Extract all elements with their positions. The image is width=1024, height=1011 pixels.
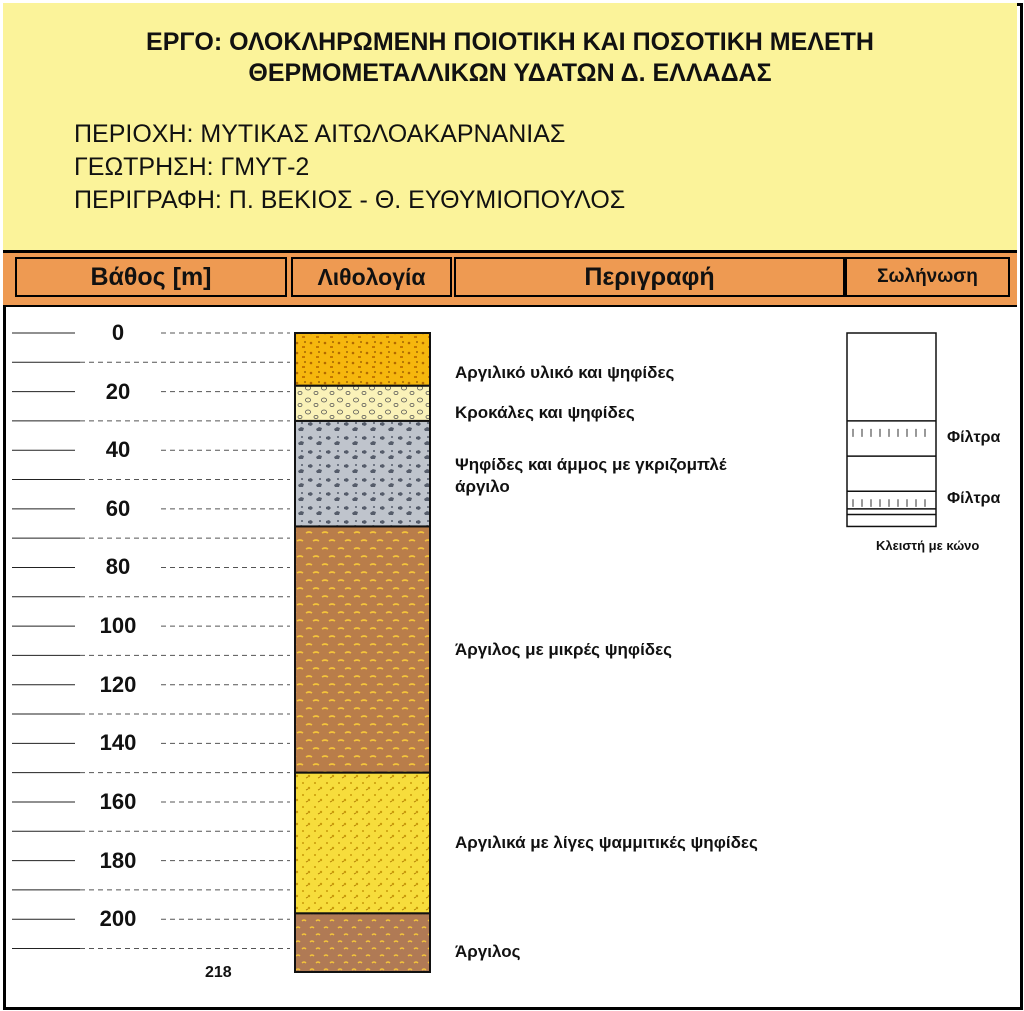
lithology-layer [295,913,430,972]
depth-label: 20 [75,379,161,405]
project-title-line2: ΘΕΡΜΟΜΕΤΑΛΛΙΚΩΝ ΥΔΑΤΩΝ Δ. ΕΛΛΑΔΑΣ [248,59,772,87]
lithology-layer [295,421,430,527]
layer-description: Κροκάλες και ψηφίδες [455,403,635,423]
description-info: ΠΕΡΙΓΡΑΦΗ: Π. ΒΕΚΙΟΣ - Θ. ΕΥΘΥΜΙΟΠΟΥΛΟΣ [74,186,626,214]
lithology-layer [295,386,430,421]
area-info: ΠΕΡΙΟΧΗ: ΜΥΤΙΚΑΣ ΑΙΤΩΛΟΑΚΑΡΝΑΝΙΑΣ [74,120,566,148]
depth-label: 140 [75,730,161,756]
lithology-layer [295,773,430,914]
depth-label: 120 [75,672,161,698]
depth-label: 160 [75,789,161,815]
layer-description: Ψηφίδες και άμμος με γκριζομπλέ άργιλο [455,454,727,496]
lithology-layer [295,333,430,386]
column-header-casing: Σωλήνωση [845,257,1010,297]
layer-description: Αργιλικά με λίγες ψαμμιτικές ψηφίδες [455,833,758,853]
lithology-column [295,333,430,972]
borehole-info: ΓΕΩΤΡΗΣΗ: ΓΜΥΤ-2 [74,153,310,181]
project-title-line1: ΕΡΓΟ: ΟΛΟΚΛΗΡΩΜΕΝΗ ΠΟΙΟΤΙΚΗ ΚΑΙ ΠΟΣΟΤΙΚΗ ΜΕΛΕΤΗ [146,28,874,56]
depth-label: 40 [75,437,161,463]
depth-label: 60 [75,496,161,522]
column-header-lithology: Λιθολογία [291,257,452,297]
lithology-layer [295,526,430,772]
column-header-description: Περιγραφή [454,257,845,297]
casing-end-label: Κλειστή με κώνο [876,538,980,554]
depth-label: 180 [75,848,161,874]
layer-description: Άργιλος με μικρές ψηφίδες [455,639,673,659]
depth-label: 200 [75,906,161,932]
casing-pipe [847,333,936,526]
bottom-depth-label: 218 [205,964,232,981]
column-header-depth: Βάθος [m] [15,257,287,297]
casing-column [847,333,936,526]
depth-label: 80 [75,554,161,580]
depth-label: 0 [75,320,161,346]
filter-label: Φίλτρα [947,428,1001,446]
layer-description: Άργιλος [455,941,521,961]
filter-label: Φίλτρα [947,490,1001,508]
layer-description: Αργιλικό υλικό και ψηφίδες [455,363,675,383]
depth-label: 100 [75,613,161,639]
